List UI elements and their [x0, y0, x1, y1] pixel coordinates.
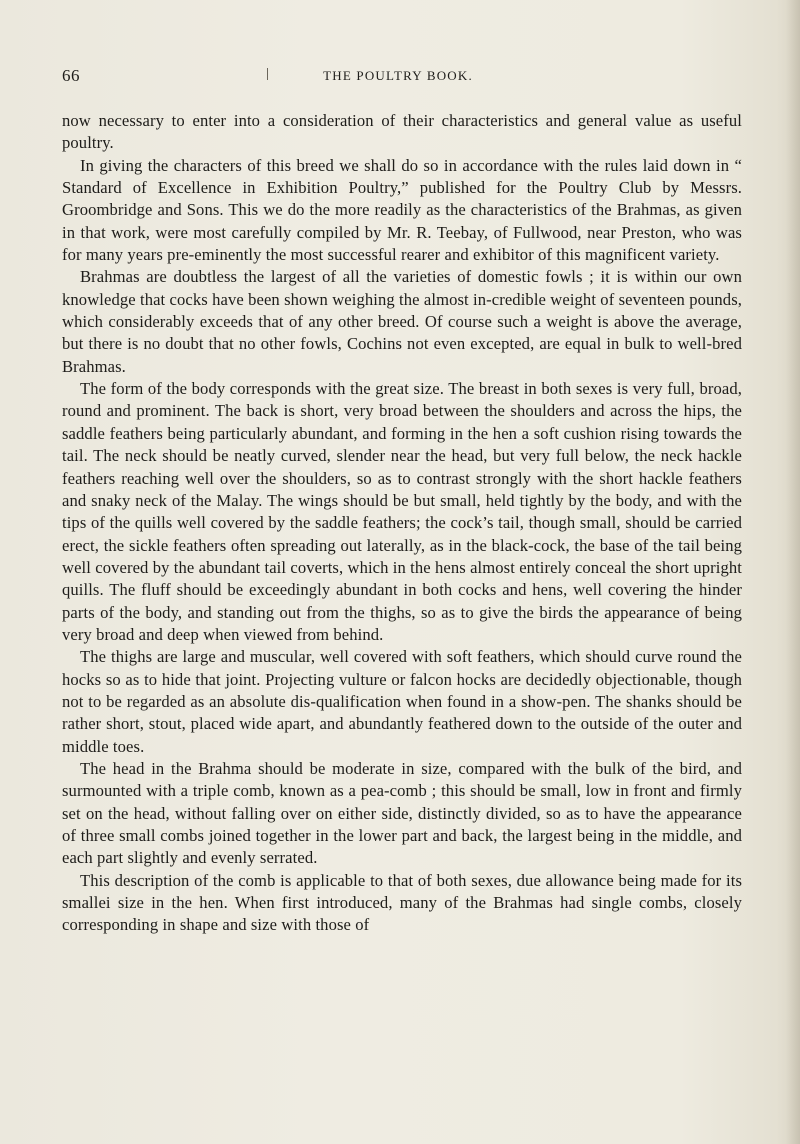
page-edge-shadow — [786, 0, 800, 1144]
paragraph-size: Brahmas are doubtless the largest of all the varieties of domestic fowls ; it is within our own knowledge that cocks have been shown weighing the almost in-credible weight of seventeen pounds, which considerably exceeds that of any other breed. Of course such a weight is above the average, but there is no doubt that no other fowls, Cochins not even excepted, are equal in bulk to well-bred Brahmas. — [62, 267, 742, 376]
paragraph-continuation: now necessary to enter into a consideration of their characteristics and general value as useful poultry. — [62, 111, 742, 153]
paragraph-head-comb: The head in the Brahma should be moderate in size, compared with the bulk of the bird, and surmounted with a triple comb, known as a pea-comb ; this should be small, low in front and firmly set on the head, without falling over on either side, distinctly divided, so as to have the appearance of three small combs joined together in the lower part and back, the largest being in the middle, and each part slightly and evenly serrated. — [62, 758, 742, 868]
paragraph-standard-of-excellence: In giving the characters of this breed we shall do so in accordance with the rules laid down in “ Standard of Excellence in Exhibition Poultry,” published for the Poultry Club by Messrs. Groombridge and Sons. This we do the more readily as the characteristics of the Brahmas, as given in that work, were most carefully compiled by Mr. R. Teebay, of Fullwood, near Preston, who was for many years pre-eminently the most successful rearer and exhibitor of this magnificent variety. — [62, 155, 742, 265]
body-text — [62, 110, 742, 937]
paragraph-body-form: The form of the body corresponds with the great size. The breast in both sexes is very full, broad, round and prominent. The back is short, very broad between the shoulders and across the hips, the saddle feathers being particularly abundant, and forming in the hen a soft cushion rising towards the tail. The neck should be neatly curved, slender near the head, but very full below, the neck hackle feathers reaching well over the shoulders, so as to contrast strongly with the short hackle feathers and snaky neck of the Malay. The wings should be but small, held tightly by the body, and with the tips of the quills well covered by the saddle feathers; the cock’s tail, though small, should be carried erect, the sickle feathers often spreading out laterally, as in the black-cock, the base of the tail being well covered by the abundant tail coverts, which in the hens almost entirely conceal the short upright quills. The fluff should be exceedingly abundant in both cocks and hens, well covering the hinder parts of the body, and standing out from the thighs, so as to give the birds the appearance of being very broad and deep when viewed from behind. — [62, 379, 742, 644]
paragraph-comb-sexes: This description of the comb is applicable to that of both sexes, due allowance being made for its smallei size in the hen. When first introduced, many of the Brahmas had single combs, closely corresponding in shape and size with those of — [62, 870, 742, 935]
running-head: THE POULTRY BOOK. — [323, 68, 473, 83]
page-number: 66 — [62, 66, 80, 85]
page-header — [62, 66, 734, 86]
paragraph-thighs: The thighs are large and muscular, well covered with soft feathers, which should curve round the hocks so as to hide that joint. Projecting vulture or falcon hocks are decidedly objectionable, though not to be regarded as an absolute dis-qualification when found in a show-pen. The shanks should be rather short, stout, placed wide apart, and abundantly feathered down to the outside of the outer and middle toes. — [62, 647, 742, 756]
